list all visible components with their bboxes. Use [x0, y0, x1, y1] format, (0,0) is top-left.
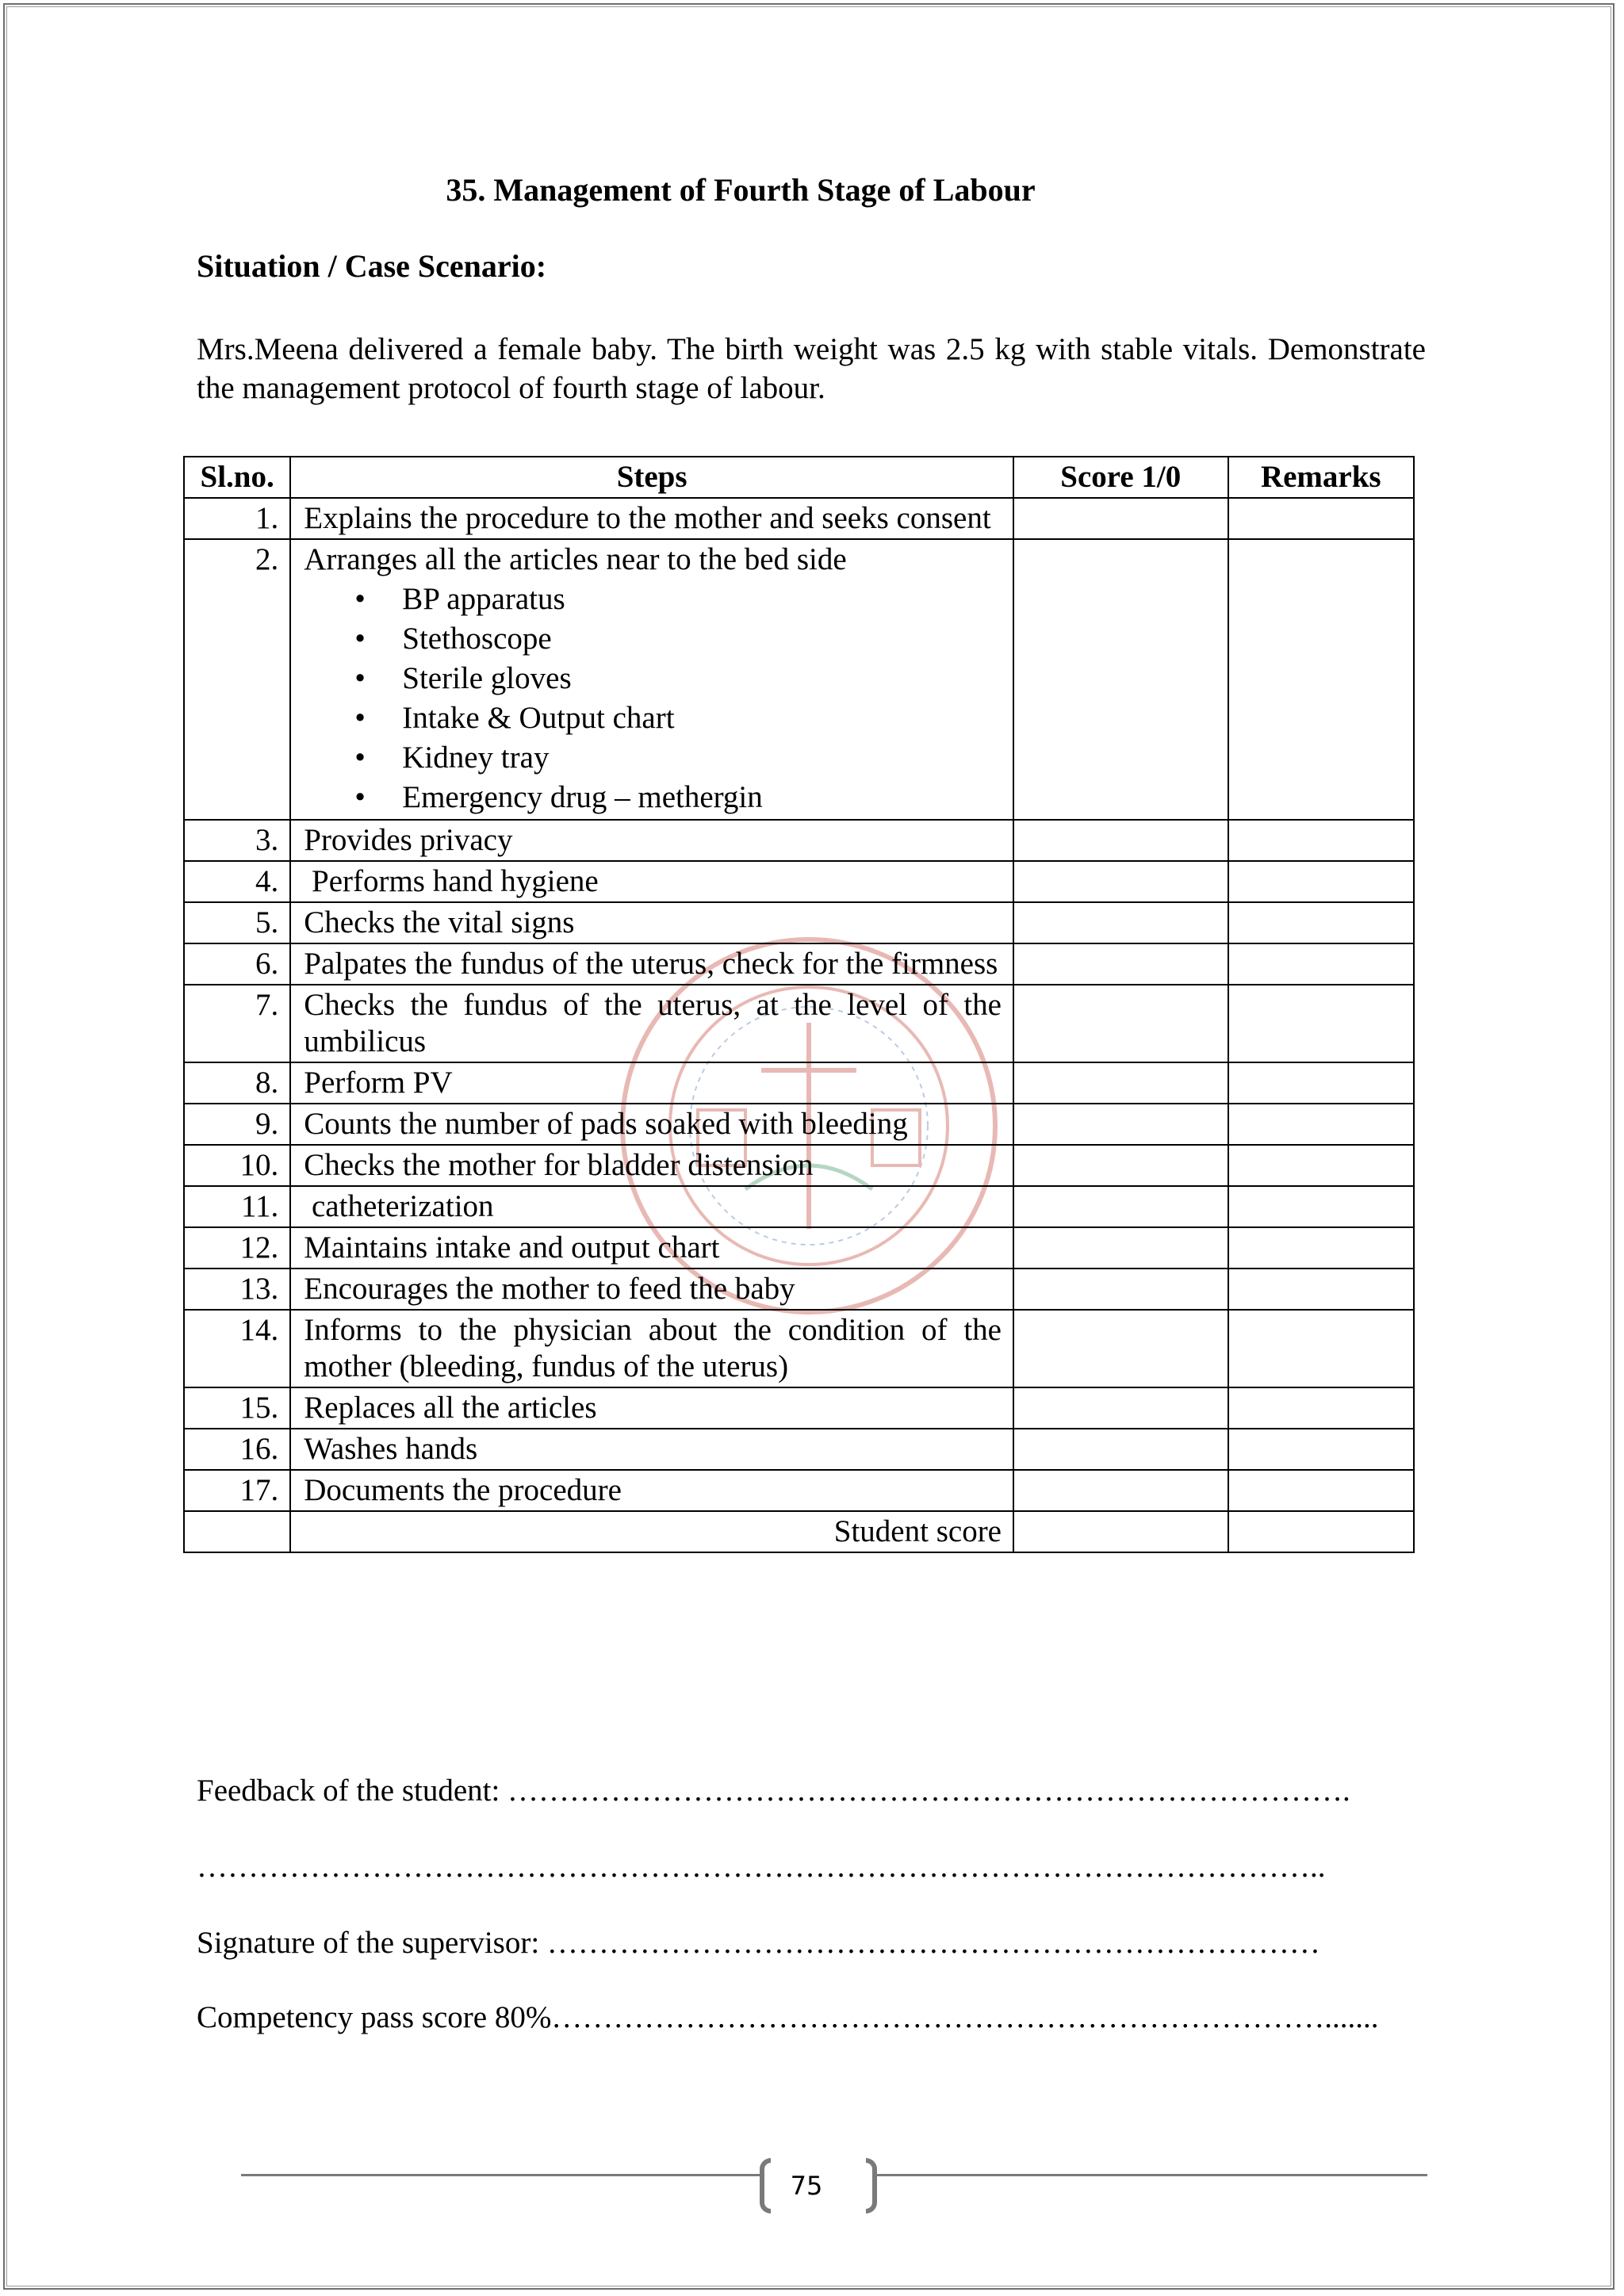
step-text: Arranges all the articles near to the bed side [304, 542, 847, 576]
step-cell [290, 1387, 1013, 1429]
step-cell [290, 1186, 1013, 1227]
list-item-text: BP apparatus [402, 582, 565, 616]
table-row [184, 1227, 1414, 1269]
step-cell [290, 902, 1013, 943]
step-cell [290, 1104, 1013, 1145]
remarks-cell[interactable] [1228, 1310, 1414, 1387]
step-text: Checks the vital signs [304, 905, 575, 939]
table-row [184, 902, 1414, 943]
list-item-text: Sterile gloves [402, 661, 572, 695]
score-cell[interactable] [1013, 943, 1228, 985]
row-number: 10. [184, 1145, 290, 1186]
step-text: catheterization [304, 1189, 494, 1223]
score-cell[interactable] [1013, 1387, 1228, 1429]
step-cell [290, 1429, 1013, 1470]
remarks-cell[interactable] [1228, 902, 1414, 943]
step-cell [290, 1269, 1013, 1310]
row-number: 13. [184, 1269, 290, 1310]
table-row [184, 820, 1414, 861]
step-text: Perform PV [304, 1066, 453, 1100]
row-number: 2. [184, 539, 290, 820]
list-item [304, 738, 1002, 778]
row-number: 6. [184, 943, 290, 985]
remarks-cell[interactable] [1228, 1104, 1414, 1145]
step-cell [290, 861, 1013, 902]
remarks-cell[interactable] [1228, 1387, 1414, 1429]
row-number: 3. [184, 820, 290, 861]
remarks-cell[interactable] [1228, 1145, 1414, 1186]
row-number: 4. [184, 861, 290, 902]
total-no-cell [184, 1511, 290, 1552]
step-text: Encourages the mother to feed the baby [304, 1272, 795, 1306]
table-row [184, 498, 1414, 539]
table-row [184, 1470, 1414, 1511]
step-text: Washes hands [304, 1432, 478, 1466]
total-score-cell [1013, 1511, 1228, 1552]
step-cell [290, 985, 1013, 1062]
articles-list [304, 580, 1002, 817]
step-text: Performs hand hygiene [304, 864, 599, 898]
remarks-cell[interactable] [1228, 943, 1414, 985]
score-cell[interactable] [1013, 1145, 1228, 1186]
table-row [184, 985, 1414, 1062]
score-cell[interactable] [1013, 1269, 1228, 1310]
score-cell[interactable] [1013, 861, 1228, 902]
feedback-line: Feedback of the student: ………………………………………………………………………. [197, 1774, 1350, 1808]
table-row [184, 1145, 1414, 1186]
header-steps: Steps [290, 457, 1013, 498]
footer-rule-left [241, 2174, 761, 2176]
score-cell[interactable] [1013, 985, 1228, 1062]
remarks-cell[interactable] [1228, 985, 1414, 1062]
step-text: Provides privacy [304, 823, 513, 857]
bullet-icon: • [354, 622, 366, 656]
step-text: Explains the procedure to the mother and seeks consent [304, 501, 991, 535]
pass-score-line: Competency pass score 80%…………………………………………………………………....... [197, 2000, 1379, 2034]
step-text: Palpates the fundus of the uterus, check for the firmness [304, 947, 998, 981]
student-score-label: Student score [290, 1511, 1013, 1552]
score-cell[interactable] [1013, 1186, 1228, 1227]
table-row [184, 1429, 1414, 1470]
row-number: 14. [184, 1310, 290, 1387]
row-number: 5. [184, 902, 290, 943]
bullet-icon: • [354, 661, 366, 695]
step-cell [290, 820, 1013, 861]
row-number: 12. [184, 1227, 290, 1269]
header-slno: Sl.no. [184, 457, 290, 498]
step-cell [290, 1470, 1013, 1511]
remarks-cell[interactable] [1228, 1062, 1414, 1104]
score-cell[interactable] [1013, 820, 1228, 861]
bullet-icon: • [354, 780, 366, 814]
step-text: Checks the mother for bladder distension [304, 1148, 814, 1182]
step-text: Checks the fundus of the uterus, at the level of the umbilicus [304, 988, 1009, 1058]
total-remarks-cell [1228, 1511, 1414, 1552]
row-number: 1. [184, 498, 290, 539]
bullet-icon: • [354, 701, 366, 735]
supervisor-signature-line: Signature of the supervisor: ………………………………………………………………… [197, 1926, 1320, 1960]
step-cell [290, 1310, 1013, 1387]
step-text: Counts the number of pads soaked with bleeding [304, 1107, 908, 1141]
remarks-cell[interactable] [1228, 1269, 1414, 1310]
score-cell[interactable] [1013, 1062, 1228, 1104]
score-cell[interactable] [1013, 1310, 1228, 1387]
footer-rule-right [875, 2174, 1427, 2176]
table-row [184, 1186, 1414, 1227]
row-number: 17. [184, 1470, 290, 1511]
remarks-cell[interactable] [1228, 539, 1414, 820]
score-cell[interactable] [1013, 1227, 1228, 1269]
step-cell [290, 1062, 1013, 1104]
table-row [184, 861, 1414, 902]
student-score-row [184, 1511, 1414, 1552]
step-cell [290, 1227, 1013, 1269]
score-cell[interactable] [1013, 1429, 1228, 1470]
feedback-continuation-line: ……………………………………………………………………………………………….. [197, 1850, 1326, 1884]
table-row [184, 539, 1414, 820]
row-number: 16. [184, 1429, 290, 1470]
list-item [304, 619, 1002, 659]
list-item [304, 580, 1002, 619]
remarks-cell[interactable] [1228, 1186, 1414, 1227]
table-row [184, 943, 1414, 985]
step-cell [290, 539, 1013, 820]
header-remarks: Remarks [1228, 457, 1414, 498]
list-item [304, 778, 1002, 817]
score-cell[interactable] [1013, 902, 1228, 943]
list-item-text: Kidney tray [402, 740, 550, 775]
row-number: 9. [184, 1104, 290, 1145]
bullet-icon: • [354, 582, 366, 616]
remarks-cell[interactable] [1228, 861, 1414, 902]
remarks-cell[interactable] [1228, 1470, 1414, 1511]
step-text: Replaces all the articles [304, 1391, 597, 1425]
remarks-cell[interactable] [1228, 1227, 1414, 1269]
row-number: 15. [184, 1387, 290, 1429]
step-cell [290, 1145, 1013, 1186]
list-item [304, 698, 1002, 738]
checklist-table [183, 456, 1415, 1553]
page-title: 35. Management of Fourth Stage of Labour [446, 172, 1036, 208]
header-score: Score 1/0 [1013, 457, 1228, 498]
table-row [184, 1387, 1414, 1429]
list-item-text: Intake & Output chart [402, 701, 675, 735]
table-row [184, 1062, 1414, 1104]
row-number: 7. [184, 985, 290, 1062]
remarks-cell[interactable] [1228, 498, 1414, 539]
page-number: 75 [790, 2171, 823, 2201]
step-text: Documents the procedure [304, 1473, 622, 1507]
score-cell[interactable] [1013, 539, 1228, 820]
case-scenario-text: Mrs.Meena delivered a female baby. The birth weight was 2.5 kg with stable vitals. Demonstrate the management protocol of fourth stage of labour. [197, 332, 1426, 405]
score-cell[interactable] [1013, 1470, 1228, 1511]
bullet-icon: • [354, 740, 366, 775]
remarks-cell[interactable] [1228, 820, 1414, 861]
list-item-text: Emergency drug – methergin [402, 780, 763, 814]
step-text: Maintains intake and output chart [304, 1230, 720, 1265]
remarks-cell[interactable] [1228, 1429, 1414, 1470]
table-row [184, 1269, 1414, 1310]
step-text: Informs to the physician about the condition of the mother (bleeding, fundus of the uterus) [304, 1313, 1009, 1383]
step-cell [290, 498, 1013, 539]
table-header-row [184, 457, 1414, 498]
score-cell[interactable] [1013, 1104, 1228, 1145]
section-subtitle: Situation / Case Scenario: [197, 248, 547, 284]
list-item [304, 659, 1002, 698]
score-cell[interactable] [1013, 498, 1228, 539]
list-item-text: Stethoscope [402, 622, 552, 656]
table-row [184, 1310, 1414, 1387]
row-number: 11. [184, 1186, 290, 1227]
table-row [184, 1104, 1414, 1145]
row-number: 8. [184, 1062, 290, 1104]
step-cell [290, 943, 1013, 985]
page-number-bracket-right [866, 2158, 877, 2214]
